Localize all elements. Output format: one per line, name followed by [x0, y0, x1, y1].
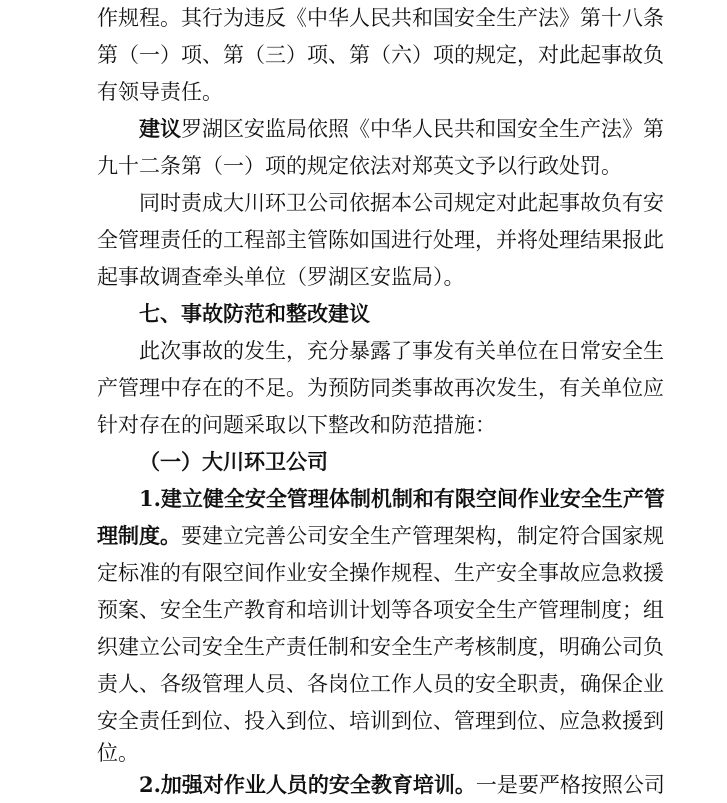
suggestion-line-1-text: 罗湖区安监局依照《中华人民共和国安全生产法》第	[181, 117, 664, 141]
body-line-3: 有领导责任。	[97, 80, 223, 104]
prevention-line-2: 产管理中存在的不足。为预防同类事故再次发生，有关单位应	[97, 376, 664, 400]
item-2-line-1-text: 一是要严格按照公司	[475, 773, 665, 797]
item-1-line-5: 织建立公司安全生产责任制和安全生产考核制度，明确公司负	[97, 635, 664, 659]
item-1-line-2-text: 要建立完善公司安全生产管理架构，制定符合国家规	[181, 524, 664, 548]
item-2-line-1	[139, 767, 665, 803]
body-line-1: 作规程。其行为违反《中华人民共和国安全生产法》第十八条	[97, 6, 664, 30]
prevention-line-1: 此次事故的发生，充分暴露了事发有关单位在日常安全生	[139, 339, 664, 363]
body-line-2: 第（一）项、第（三）项、第（六）项的规定，对此起事故负	[97, 43, 664, 67]
item-2-title: 2.加强对作业人员的安全教育培训。	[139, 772, 476, 797]
item-1-line-6: 责人、各级管理人员、各岗位工作人员的安全职责，确保企业	[97, 672, 664, 696]
suggestion-line-2: 九十二条第（一）项的规定依法对郑英文予以行政处罚。	[97, 154, 622, 178]
prevention-line-3: 针对存在的问题采取以下整改和防范措施：	[97, 413, 496, 437]
suggestion-lead-word: 建议	[139, 116, 181, 141]
section-heading-prevention: 七、事故防范和整改建议	[139, 302, 370, 326]
rectify-line-2: 全管理责任的工程部主管陈如国进行处理，并将处理结果报此	[97, 228, 664, 252]
item-1-line-8: 位。	[97, 741, 139, 765]
rectify-line-3: 起事故调查牵头单位（罗湖区安监局）。	[97, 265, 465, 289]
item-1-title-end: 理制度。	[97, 523, 181, 548]
item-1-line-7: 安全责任到位、投入到位、培训到位、管理到位、应急救援到	[97, 709, 664, 733]
item-1-line-2	[97, 518, 664, 554]
item-1-title-line-1: 1.建立健全安全管理体制机制和有限空间作业安全生产管	[139, 486, 665, 511]
item-1-line-4: 预案、安全生产教育和培训计划等各项安全生产管理制度；组	[97, 598, 664, 622]
rectify-line-1: 同时责成大川环卫公司依据本公司规定对此起事故负有安	[139, 191, 664, 215]
item-1-line-3: 定标准的有限空间作业安全操作规程、生产安全事故应急救援	[97, 561, 664, 585]
subsection-heading-dachuan: （一）大川环卫公司	[139, 449, 328, 474]
suggestion-line-1	[139, 111, 664, 147]
